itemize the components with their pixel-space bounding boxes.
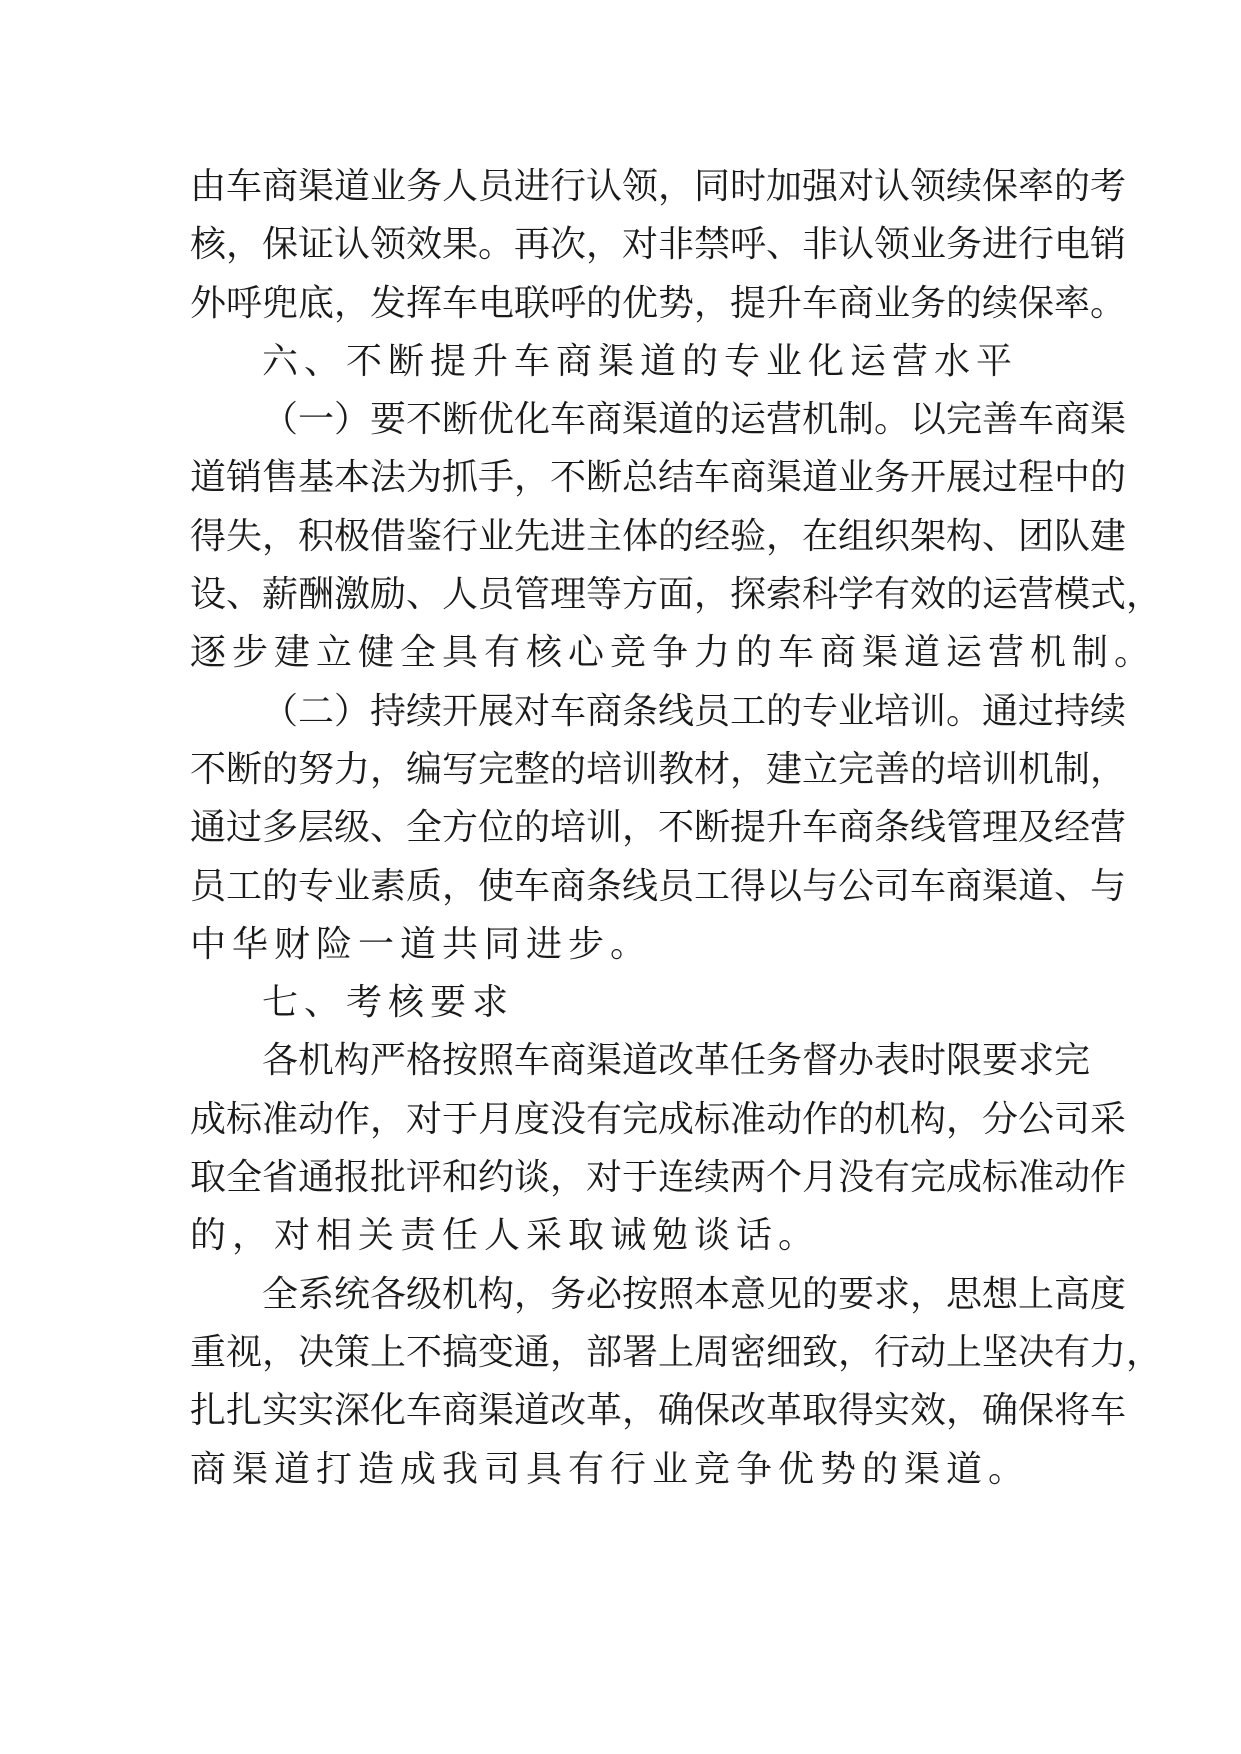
document-body (190, 158, 1163, 1499)
text-line: 重视，决策上不搞变通，部署上周密细致，行动上坚决有力， (190, 1331, 1163, 1373)
text-line: 通过多层级、全方位的培训，不断提升车商条线管理及经营 (190, 807, 1127, 849)
text-line: 设、薪酬激励、人员管理等方面，探索科学有效的运营模式， (190, 574, 1163, 616)
text-line: 成标准动作，对于月度没有完成标准动作的机构，分公司采 (190, 1098, 1127, 1140)
text-line: 核，保证认领效果。再次，对非禁呼、非认领业务进行电销 (190, 224, 1127, 266)
text-line: 取全省通报批评和约谈，对于连续两个月没有完成标准动作 (190, 1157, 1127, 1199)
text-line: 外呼兜底，发挥车电联呼的优势，提升车商业务的续保率。 (190, 282, 1127, 324)
text-line: （一）要不断优化车商渠道的运营机制。以完善车商渠 (262, 399, 1127, 441)
text-line: 中华财险一道共同进步。 (190, 923, 653, 965)
text-line: 不断的努力，编写完整的培训教材，建立完善的培训机制， (190, 748, 1127, 790)
text-line: 逐步建立健全具有核心竞争力的车商渠道运营机制。 (190, 632, 1157, 674)
text-line: 得失，积极借鉴行业先进主体的经验，在组织架构、团队建 (190, 515, 1127, 557)
text-line: 员工的专业素质，使车商条线员工得以与公司车商渠道、与 (190, 865, 1127, 907)
text-line: 扎扎实实深化车商渠道改革，确保改革取得实效，确保将车 (190, 1390, 1127, 1432)
text-line: 道销售基本法为抓手，不断总结车商渠道业务开展过程中的 (190, 457, 1127, 499)
text-line: 全系统各级机构，务必按照本意见的要求，思想上高度 (262, 1273, 1127, 1315)
text-line: 商渠道打造成我司具有行业竞争优势的渠道。 (190, 1448, 1031, 1490)
text-line: 各机构严格按照车商渠道改革任务督办表时限要求完 (262, 1040, 1091, 1082)
text-line: 七、考核要求 (262, 982, 515, 1024)
text-line: （二）持续开展对车商条线员工的专业培训。通过持续 (262, 690, 1127, 732)
text-line: 由车商渠道业务人员进行认领，同时加强对认领续保率的考 (190, 166, 1127, 207)
text-line: 六、不断提升车商渠道的专业化运营水平 (262, 340, 1019, 382)
text-line: 的，对相关责任人采取诫勉谈话。 (190, 1215, 821, 1257)
